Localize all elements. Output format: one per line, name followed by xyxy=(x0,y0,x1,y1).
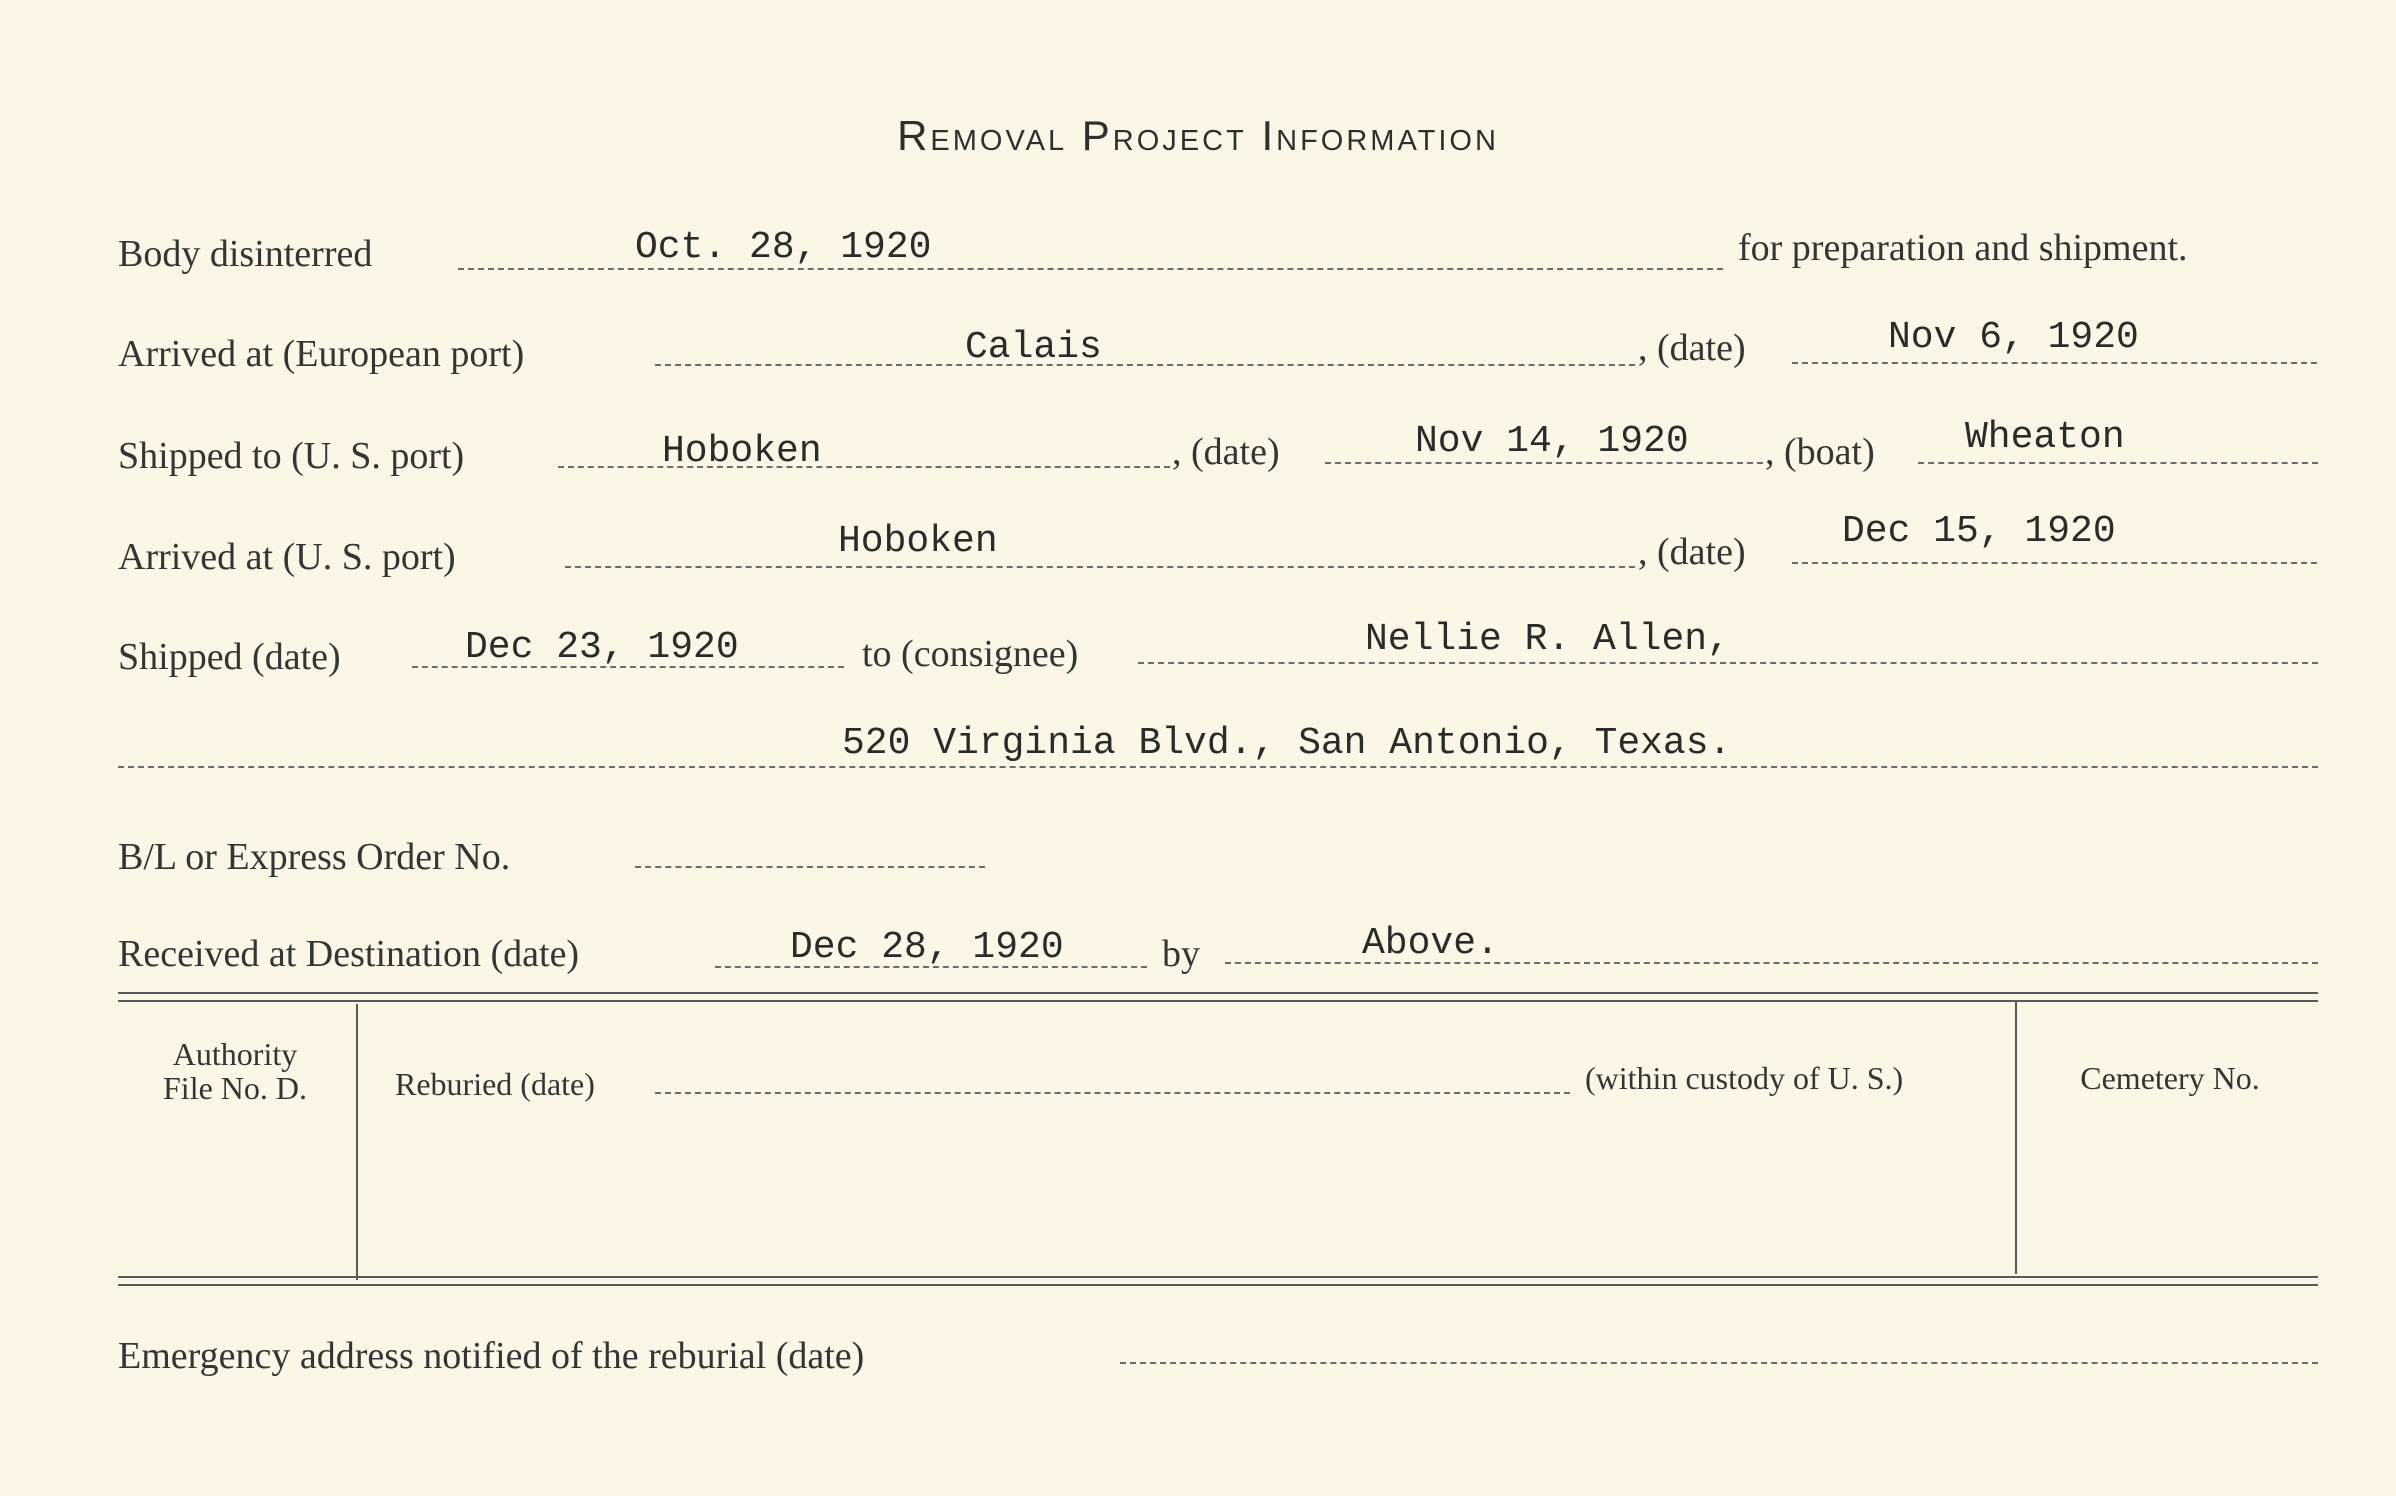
shipped-us-date: Nov 14, 1920 xyxy=(1415,420,1689,463)
received-by: Above. xyxy=(1362,922,1499,965)
consignee-label: to (consignee) xyxy=(862,633,1079,675)
bl-line xyxy=(635,866,985,868)
consignee-address: 520 Virginia Blvd., San Antonio, Texas. xyxy=(842,722,1732,765)
arrived-us-date: Dec 15, 1920 xyxy=(1842,510,2116,553)
shipped-us-date-label: , (date) xyxy=(1172,431,1280,473)
cemetery-label: Cemetery No. xyxy=(2080,1060,2260,1096)
table-top-rule-2 xyxy=(118,1000,2318,1002)
emergency-line xyxy=(1120,1362,2318,1364)
table-divider-right xyxy=(2015,1000,2017,1274)
arrived-us-port: Hoboken xyxy=(838,520,998,563)
consignee-line xyxy=(1138,662,2318,664)
arrived-europe-date-label: , (date) xyxy=(1638,327,1746,369)
shipped-us-label: Shipped to (U. S. port) xyxy=(118,435,465,477)
arrived-europe-port: Calais xyxy=(965,326,1102,369)
shipped-us-port-line xyxy=(558,466,1170,468)
disinterred-label: Body disinterred xyxy=(118,233,373,275)
arrived-europe-port-line xyxy=(655,364,1635,366)
arrived-europe-date: Nov 6, 1920 xyxy=(1888,316,2139,359)
arrived-europe-label: Arrived at (European port) xyxy=(118,333,525,375)
arrived-europe-date-line xyxy=(1792,362,2317,364)
received-by-label: by xyxy=(1162,933,1200,975)
arrived-us-date-line xyxy=(1792,562,2317,564)
authority-label-line2: File No. D. xyxy=(163,1070,307,1106)
address-line xyxy=(118,766,2318,768)
authority-label-line1: Authority xyxy=(172,1036,298,1072)
consignee-name: Nellie R. Allen, xyxy=(1365,618,1730,661)
emergency-label: Emergency address notified of the reburial (date) xyxy=(118,1335,865,1377)
shipped-date-label: Shipped (date) xyxy=(118,636,341,678)
custody-label: (within custody of U. S.) xyxy=(1585,1060,1904,1096)
arrived-us-label: Arrived at (U. S. port) xyxy=(118,536,456,578)
reburied-line xyxy=(655,1092,1570,1094)
arrived-us-port-line xyxy=(565,566,1635,568)
table-bottom-rule-1 xyxy=(118,1276,2318,1278)
shipped-us-boat-label: , (boat) xyxy=(1765,431,1875,473)
table-bottom-rule-2 xyxy=(118,1284,2318,1286)
disinterred-suffix: for preparation and shipment. xyxy=(1738,227,2188,269)
bl-label: B/L or Express Order No. xyxy=(118,836,511,878)
received-date: Dec 28, 1920 xyxy=(790,926,1064,969)
arrived-us-date-label: , (date) xyxy=(1638,531,1746,573)
received-label: Received at Destination (date) xyxy=(118,933,580,975)
table-divider-left xyxy=(356,1004,358,1280)
reburied-label: Reburied (date) xyxy=(395,1066,595,1102)
disinterred-date: Oct. 28, 1920 xyxy=(635,226,932,269)
table-top-rule-1 xyxy=(118,992,2318,994)
shipped-us-boat-line xyxy=(1918,462,2318,464)
shipped-us-boat: Wheaton xyxy=(1965,416,2125,459)
shipped-date: Dec 23, 1920 xyxy=(465,626,739,669)
shipped-us-port: Hoboken xyxy=(662,430,822,473)
card-title: Removal Project Information xyxy=(897,112,1499,159)
